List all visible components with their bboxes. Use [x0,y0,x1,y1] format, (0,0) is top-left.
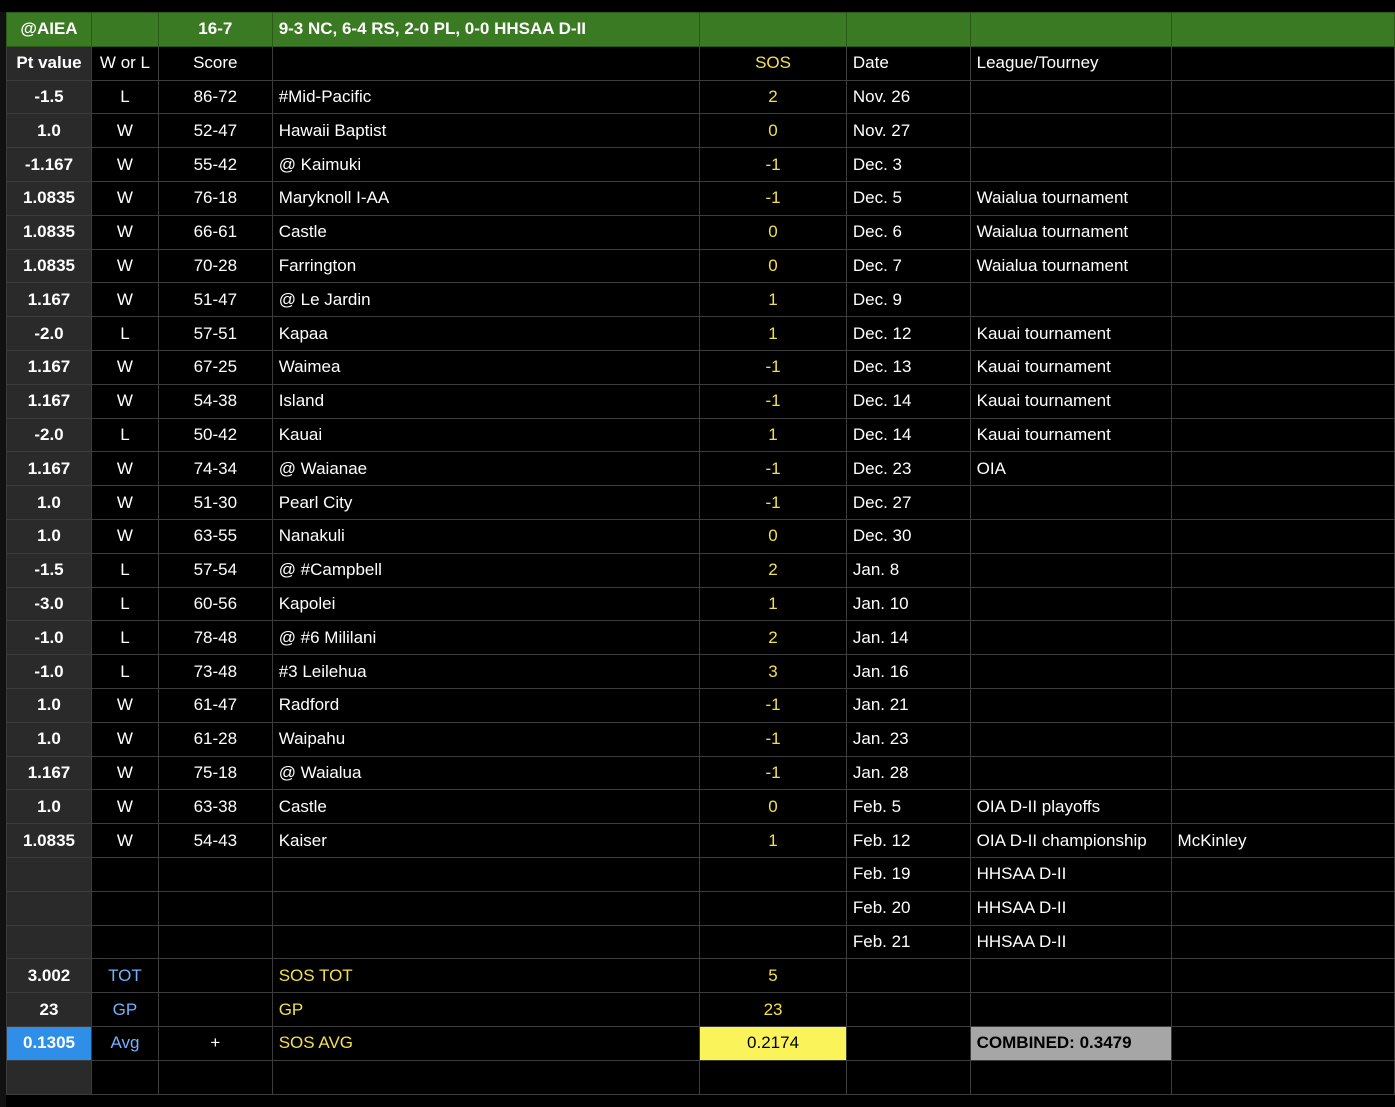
cell[interactable]: 60-56 [158,587,272,621]
cell[interactable]: 1 [700,587,847,621]
cell[interactable]: 50-42 [158,418,272,452]
cell[interactable] [272,1060,700,1094]
cell[interactable]: 63-55 [158,519,272,553]
cell[interactable]: 0.1305 [7,1026,92,1060]
cell[interactable]: W [91,722,158,756]
cell[interactable]: @ Kaimuki [272,148,700,182]
cell[interactable] [1171,350,1394,384]
cell[interactable]: COMBINED: 0.3479 [970,1026,1171,1060]
cell[interactable]: -1 [700,486,847,520]
cell[interactable]: -2.0 [7,317,92,351]
cell[interactable] [970,519,1171,553]
cell[interactable]: @ Waianae [272,452,700,486]
cell[interactable] [970,621,1171,655]
cell[interactable]: W [91,249,158,283]
cell[interactable]: Feb. 5 [846,790,970,824]
cell[interactable]: 1.0 [7,519,92,553]
cell[interactable] [158,891,272,925]
cell[interactable]: 5 [700,959,847,993]
table-row [7,519,1395,553]
cell[interactable]: -1.5 [7,80,92,114]
cell[interactable] [970,553,1171,587]
cell[interactable]: -1 [700,148,847,182]
cell[interactable]: -1.0 [7,655,92,689]
cell[interactable]: -1 [700,722,847,756]
cell[interactable]: W [91,215,158,249]
cell[interactable]: 1.0 [7,486,92,520]
table-row [7,587,1395,621]
cell[interactable] [846,959,970,993]
cell[interactable]: W [91,486,158,520]
cell[interactable]: W or L [91,46,158,80]
cell[interactable] [700,13,847,47]
cell[interactable]: 16-7 [158,13,272,47]
table-row [7,80,1395,114]
cell[interactable]: Dec. 7 [846,249,970,283]
table-row [7,655,1395,689]
cell[interactable] [1171,452,1394,486]
cell[interactable] [158,1060,272,1094]
cell[interactable]: Avg [91,1026,158,1060]
cell[interactable]: Castle [272,790,700,824]
cell[interactable]: @AIEA [7,13,92,47]
cell[interactable]: Pt value [7,46,92,80]
cell[interactable]: 23 [7,993,92,1027]
cell[interactable]: 66-61 [158,215,272,249]
cell[interactable] [1171,46,1394,80]
summary-row [7,959,1395,993]
cell[interactable]: Castle [272,215,700,249]
cell[interactable]: L [91,80,158,114]
cell[interactable]: 73-48 [158,655,272,689]
cell[interactable]: Dec. 30 [846,519,970,553]
cell[interactable]: 1.0835 [7,215,92,249]
cell[interactable]: L [91,621,158,655]
table-row [7,553,1395,587]
cell[interactable]: 0.2174 [700,1026,847,1060]
cell[interactable] [272,891,700,925]
cell[interactable]: -1.5 [7,553,92,587]
cell[interactable] [846,993,970,1027]
table-row [7,925,1395,959]
cell[interactable]: Hawaii Baptist [272,114,700,148]
cell[interactable] [1171,553,1394,587]
cell[interactable] [970,722,1171,756]
cell[interactable]: W [91,148,158,182]
spreadsheet-grid [6,12,1395,1095]
table-row [7,790,1395,824]
cell[interactable]: Kapolei [272,587,700,621]
cell[interactable]: -1 [700,452,847,486]
cell[interactable]: 61-47 [158,688,272,722]
cell[interactable] [1171,891,1394,925]
cell[interactable] [1171,688,1394,722]
cell[interactable]: Jan. 14 [846,621,970,655]
cell[interactable]: Dec. 3 [846,148,970,182]
cell[interactable]: Waialua tournament [970,215,1171,249]
cell[interactable]: Score [158,46,272,80]
table-row [7,181,1395,215]
cell[interactable] [700,891,847,925]
cell[interactable] [970,959,1171,993]
cell[interactable]: Jan. 28 [846,756,970,790]
cell[interactable]: 1.0 [7,688,92,722]
cell[interactable] [970,13,1171,47]
table-row [7,486,1395,520]
cell[interactable]: HHSAA D-II [970,891,1171,925]
cell[interactable] [1171,1026,1394,1060]
cell[interactable]: Kauai [272,418,700,452]
cell[interactable]: L [91,317,158,351]
cell[interactable]: 1 [700,824,847,858]
cell[interactable]: 74-34 [158,452,272,486]
cell[interactable]: 1.0 [7,722,92,756]
table-row [7,350,1395,384]
cell[interactable] [846,1026,970,1060]
cell[interactable]: Farrington [272,249,700,283]
table-row [7,249,1395,283]
cell[interactable]: W [91,756,158,790]
cell[interactable]: Jan. 16 [846,655,970,689]
cell[interactable] [272,857,700,891]
cell[interactable]: Kapaa [272,317,700,351]
cell[interactable] [1171,418,1394,452]
cell[interactable] [7,891,92,925]
cell[interactable]: W [91,384,158,418]
cell[interactable]: 55-42 [158,148,272,182]
cell[interactable]: L [91,587,158,621]
cell[interactable]: Dec. 6 [846,215,970,249]
table-row [7,824,1395,858]
cell[interactable] [272,925,700,959]
cell[interactable]: Radford [272,688,700,722]
cell[interactable]: Jan. 21 [846,688,970,722]
cell[interactable] [1171,519,1394,553]
cell[interactable]: -1 [700,181,847,215]
cell[interactable] [970,993,1171,1027]
cell[interactable] [7,925,92,959]
cell[interactable]: W [91,452,158,486]
cell[interactable] [970,655,1171,689]
cell[interactable] [158,857,272,891]
cell[interactable] [970,486,1171,520]
cell[interactable]: L [91,553,158,587]
cell[interactable]: GP [272,993,700,1027]
cell[interactable]: Jan. 23 [846,722,970,756]
cell[interactable] [1171,148,1394,182]
cell[interactable]: 1.0 [7,790,92,824]
cell[interactable]: Kauai tournament [970,350,1171,384]
cell[interactable]: 54-38 [158,384,272,418]
cell[interactable]: 1.167 [7,452,92,486]
cell[interactable]: -1 [700,350,847,384]
cell[interactable]: 3 [700,655,847,689]
cell[interactable]: OIA D-II playoffs [970,790,1171,824]
summary-row [7,993,1395,1027]
cell[interactable]: 1.167 [7,756,92,790]
cell[interactable]: 0 [700,249,847,283]
cell[interactable]: Nanakuli [272,519,700,553]
cell[interactable]: 63-38 [158,790,272,824]
cell[interactable]: #Mid-Pacific [272,80,700,114]
cell[interactable]: Feb. 19 [846,857,970,891]
cell[interactable] [1171,655,1394,689]
cell[interactable]: W [91,519,158,553]
cell[interactable] [1171,621,1394,655]
cell[interactable]: Feb. 20 [846,891,970,925]
cell[interactable] [1171,1060,1394,1094]
cell[interactable]: Kaiser [272,824,700,858]
table-row [7,317,1395,351]
cell[interactable]: @ #6 Mililani [272,621,700,655]
cell[interactable]: -1 [700,384,847,418]
cell[interactable]: Feb. 12 [846,824,970,858]
table-row [7,688,1395,722]
cell[interactable]: Dec. 9 [846,283,970,317]
cell[interactable] [1171,384,1394,418]
table-row [7,384,1395,418]
cell[interactable]: 0 [700,519,847,553]
cell[interactable]: Kauai tournament [970,418,1171,452]
cell[interactable]: Dec. 13 [846,350,970,384]
cell[interactable]: Dec. 23 [846,452,970,486]
cell[interactable]: -2.0 [7,418,92,452]
cell[interactable]: Dec. 14 [846,418,970,452]
cell[interactable]: 51-30 [158,486,272,520]
cell[interactable]: 2 [700,553,847,587]
cell[interactable]: Nov. 27 [846,114,970,148]
summary-row [7,1060,1395,1094]
cell[interactable]: Dec. 5 [846,181,970,215]
cell[interactable] [970,148,1171,182]
cell[interactable] [970,80,1171,114]
team-header-row [7,13,1395,47]
cell[interactable]: 75-18 [158,756,272,790]
cell[interactable]: W [91,114,158,148]
cell[interactable]: Dec. 14 [846,384,970,418]
cell[interactable] [1171,925,1394,959]
cell[interactable]: W [91,790,158,824]
cell[interactable] [700,857,847,891]
cell[interactable]: 70-28 [158,249,272,283]
table-row [7,452,1395,486]
cell[interactable] [91,925,158,959]
cell[interactable]: Waialua tournament [970,249,1171,283]
cell[interactable]: 0 [700,790,847,824]
cell[interactable]: @ #Campbell [272,553,700,587]
cell[interactable]: L [91,655,158,689]
cell[interactable] [1171,114,1394,148]
cell[interactable] [700,925,847,959]
cell[interactable]: OIA D-II championship [970,824,1171,858]
cell[interactable]: 3.002 [7,959,92,993]
cell[interactable]: 86-72 [158,80,272,114]
cell[interactable]: + [158,1026,272,1060]
cell[interactable]: #3 Leilehua [272,655,700,689]
cell[interactable] [1171,249,1394,283]
cell[interactable]: Jan. 10 [846,587,970,621]
cell[interactable]: @ Le Jardin [272,283,700,317]
cell[interactable] [7,857,92,891]
cell[interactable]: 1 [700,418,847,452]
cell[interactable]: 54-43 [158,824,272,858]
cell[interactable] [1171,959,1394,993]
cell[interactable]: W [91,350,158,384]
table-row [7,722,1395,756]
cell[interactable] [1171,80,1394,114]
table-row [7,621,1395,655]
cell[interactable]: Waialua tournament [970,181,1171,215]
cell[interactable] [272,46,700,80]
cell[interactable]: -1.0 [7,621,92,655]
table-row [7,148,1395,182]
cell[interactable] [1171,215,1394,249]
cell[interactable]: HHSAA D-II [970,857,1171,891]
cell[interactable]: Pearl City [272,486,700,520]
cell[interactable]: 1.0835 [7,181,92,215]
cell[interactable]: SOS AVG [272,1026,700,1060]
cell[interactable] [1171,790,1394,824]
cell[interactable] [1171,317,1394,351]
cell[interactable]: HHSAA D-II [970,925,1171,959]
cell[interactable]: Kauai tournament [970,384,1171,418]
cell[interactable]: 1.167 [7,350,92,384]
cell[interactable] [1171,993,1394,1027]
cell[interactable] [1171,722,1394,756]
table-row [7,891,1395,925]
cell[interactable]: 1.167 [7,384,92,418]
cell[interactable]: 1 [700,317,847,351]
cell[interactable]: 1.0835 [7,249,92,283]
cell[interactable]: Dec. 27 [846,486,970,520]
cell[interactable]: 51-47 [158,283,272,317]
cell[interactable] [700,1060,847,1094]
cell[interactable] [158,925,272,959]
cell[interactable] [91,13,158,47]
cell[interactable]: -1 [700,756,847,790]
cell[interactable]: -3.0 [7,587,92,621]
cell[interactable] [846,1060,970,1094]
cell[interactable]: -1.167 [7,148,92,182]
cell[interactable]: GP [91,993,158,1027]
cell[interactable]: SOS [700,46,847,80]
cell[interactable]: Island [272,384,700,418]
cell[interactable]: Dec. 12 [846,317,970,351]
cell[interactable]: League/Tourney [970,46,1171,80]
cell[interactable]: Maryknoll I-AA [272,181,700,215]
cell[interactable]: Waipahu [272,722,700,756]
cell[interactable] [970,1060,1171,1094]
cell[interactable]: 78-48 [158,621,272,655]
table-row [7,756,1395,790]
cell[interactable] [1171,857,1394,891]
cell[interactable]: W [91,824,158,858]
cell[interactable]: 1.0 [7,114,92,148]
cell[interactable] [91,857,158,891]
cell[interactable]: 0 [700,215,847,249]
cell[interactable]: 67-25 [158,350,272,384]
cell[interactable]: Kauai tournament [970,317,1171,351]
cell[interactable]: Feb. 21 [846,925,970,959]
cell[interactable] [970,114,1171,148]
cell[interactable]: 2 [700,621,847,655]
cell[interactable]: 57-54 [158,553,272,587]
cell[interactable]: 76-18 [158,181,272,215]
cell[interactable] [970,688,1171,722]
table-row [7,114,1395,148]
cell[interactable]: 23 [700,993,847,1027]
cell[interactable]: 61-28 [158,722,272,756]
cell[interactable] [970,756,1171,790]
cell[interactable] [7,1060,92,1094]
cell[interactable]: 1.0835 [7,824,92,858]
cell[interactable] [158,959,272,993]
cell[interactable]: Jan. 8 [846,553,970,587]
cell[interactable]: TOT [91,959,158,993]
cell[interactable] [158,993,272,1027]
cell[interactable] [1171,13,1394,47]
cell[interactable]: 1.167 [7,283,92,317]
cell[interactable]: SOS TOT [272,959,700,993]
cell[interactable] [970,587,1171,621]
cell[interactable] [846,13,970,47]
cell[interactable]: 9-3 NC, 6-4 RS, 2-0 PL, 0-0 HHSAA D-II [272,13,700,47]
cell[interactable]: L [91,418,158,452]
summary-row [7,1026,1395,1060]
cell[interactable]: 52-47 [158,114,272,148]
table-row [7,215,1395,249]
cell[interactable]: 0 [700,114,847,148]
cell[interactable] [91,891,158,925]
cell[interactable]: Date [846,46,970,80]
cell[interactable]: OIA [970,452,1171,486]
cell[interactable] [1171,587,1394,621]
table-row [7,283,1395,317]
table-row [7,857,1395,891]
cell[interactable] [1171,756,1394,790]
cell[interactable]: Waimea [272,350,700,384]
cell[interactable] [1171,283,1394,317]
cell[interactable]: W [91,688,158,722]
cell[interactable]: W [91,181,158,215]
cell[interactable] [1171,486,1394,520]
cell[interactable]: 2 [700,80,847,114]
cell[interactable]: 57-51 [158,317,272,351]
table-row [7,418,1395,452]
cell[interactable] [1171,181,1394,215]
cell[interactable]: Nov. 26 [846,80,970,114]
cell[interactable]: -1 [700,688,847,722]
cell[interactable] [91,1060,158,1094]
cell[interactable]: W [91,283,158,317]
cell[interactable]: 1 [700,283,847,317]
cell[interactable] [970,283,1171,317]
cell[interactable]: McKinley [1171,824,1394,858]
column-header-row [7,46,1395,80]
cell[interactable]: @ Waialua [272,756,700,790]
